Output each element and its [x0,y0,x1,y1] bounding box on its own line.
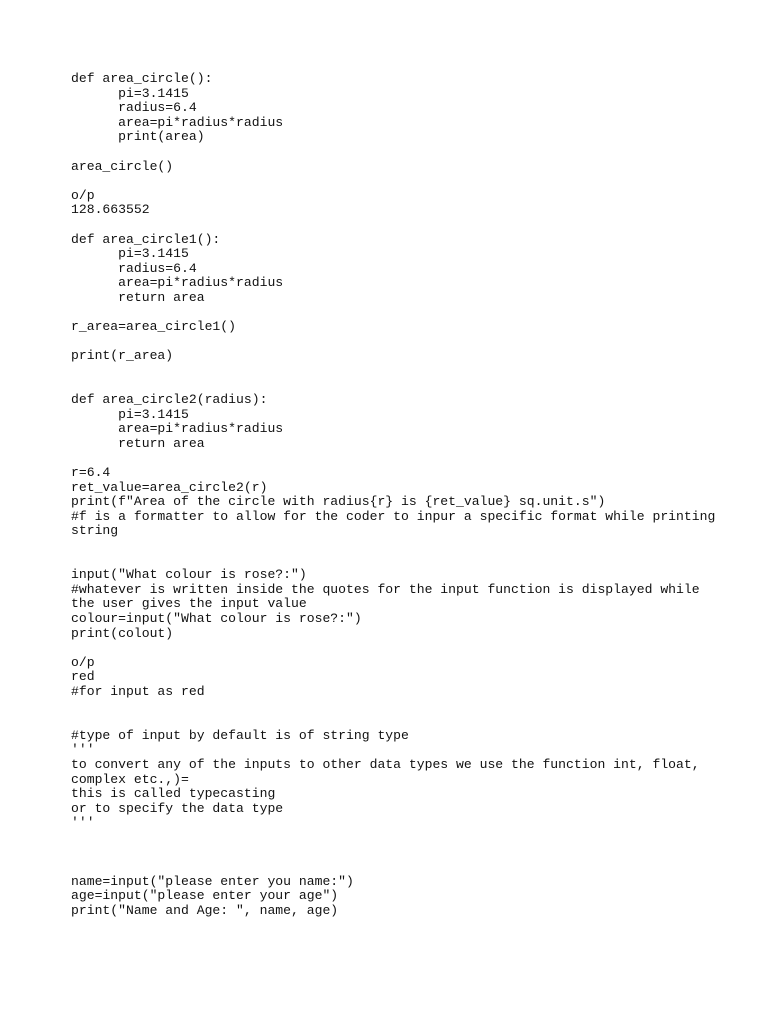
code-line [71,831,711,846]
code-line: or to specify the data type [71,800,284,816]
code-line: ret_value=area_circle2(r) [71,479,268,495]
code-line: print(f"Area of the circle with radius{r} is {ret_value} sq.unit.s") [71,494,606,510]
code-line: area=pi*radius*radius [71,275,284,291]
code-line: age=input("please enter your age") [71,888,339,904]
code-line: o/p [71,187,95,203]
code-line: input("What colour is rose?:") [71,567,307,583]
code-line: return area [71,435,205,451]
code-line: def area_circle(): [71,71,213,86]
code-line: ''' [71,742,95,758]
code-line [71,335,711,350]
code-line: radius=6.4 [71,100,197,116]
code-line [71,554,711,569]
code-line: pi=3.1415 [71,246,189,262]
code-line [71,218,711,233]
code-line: r_area=area_circle1() [71,319,237,335]
code-line: area=pi*radius*radius [71,421,284,437]
code-line [71,714,711,729]
code-line [71,378,711,393]
code-line: area_circle() [71,158,174,174]
code-line: pi=3.1415 [71,406,189,422]
code-line: the user gives the input value [71,596,307,612]
code-line: red [71,669,95,685]
code-line: radius=6.4 [71,260,197,276]
code-line: r=6.4 [71,465,111,481]
code-line: pi=3.1415 [71,85,189,101]
code-line: return area [71,289,205,305]
code-line: print("Name and Age: ", name, age) [71,902,339,918]
code-line [71,700,711,715]
code-line [71,174,711,189]
code-line: print(colout) [71,625,174,641]
code-line: 128.663552 [71,202,150,218]
code-line [71,306,711,321]
code-line: print(area) [71,129,205,145]
code-line [71,364,711,379]
code-line [71,860,711,875]
code-line: string [71,523,119,539]
code-line [71,539,711,554]
code-line [71,145,711,160]
code-line: this is called typecasting [71,786,276,802]
code-line: complex etc.,)= [71,771,189,787]
code-line: print(r_area) [71,348,174,364]
code-line [71,641,711,656]
code-line: to convert any of the inputs to other data types we use the function int, float, [71,756,700,772]
code-line: #whatever is written inside the quotes for the input function is displayed while [71,581,700,597]
code-line: ''' [71,815,95,831]
code-line: name=input("please enter you name:") [71,873,354,889]
code-line: #type of input by default is of string type [71,727,409,743]
code-listing [71,71,716,918]
code-line: o/p [71,654,95,670]
code-line [71,845,711,860]
code-line: colour=input("What colour is rose?:") [71,610,362,626]
code-line: #for input as red [71,683,205,699]
code-line [71,451,711,466]
code-line: def area_circle2(radius): [71,392,268,408]
code-line: #f is a formatter to allow for the coder to inpur a specific format while printing [71,508,716,524]
code-line: def area_circle1(): [71,231,221,247]
code-line: area=pi*radius*radius [71,114,284,130]
